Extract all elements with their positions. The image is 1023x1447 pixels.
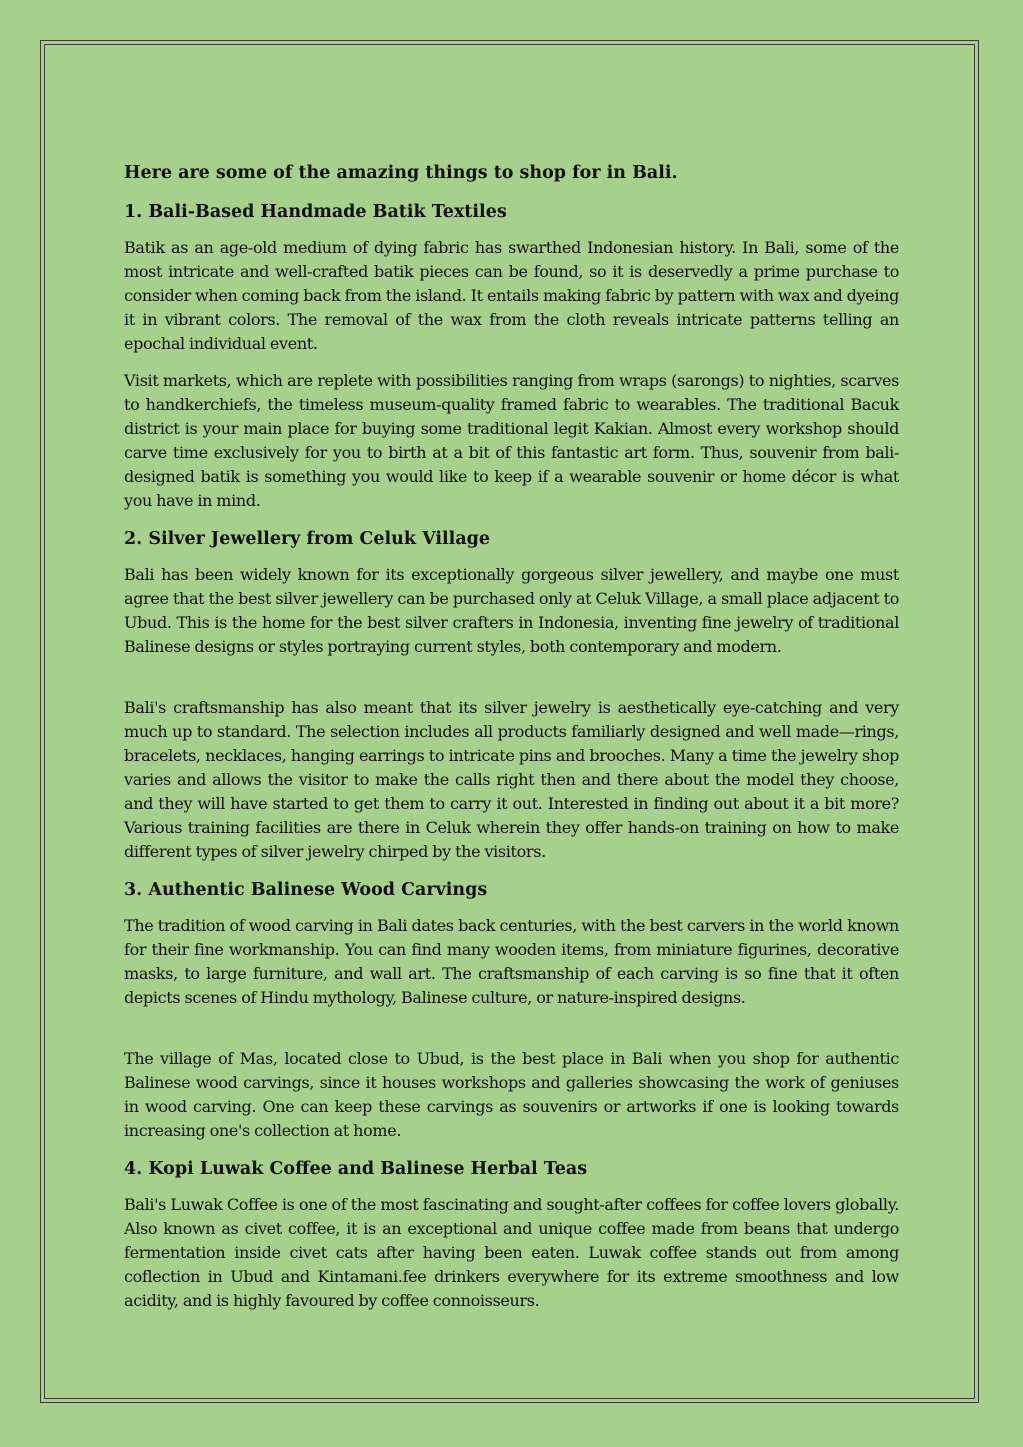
paragraph: Visit markets, which are replete with possibilities ranging from wraps (sarongs) to nighties, scarves to handkerchiefs, the timeless museum-quality framed fabric to wearables. The traditional Bacuk district is your main place for buying some traditional legit Kakian. Almost every workshop should carve time exclusively for you to birth at a bit of this fantastic art form. Thus, souvenir from bali-designed batik is something you would like to keep if a wearable souvenir or home décor is what you have in mind. (124, 371, 899, 510)
section-wood-carvings (124, 877, 899, 1143)
section-coffee-teas (124, 1156, 899, 1313)
article-body (124, 160, 899, 1326)
paragraph: The village of Mas, located close to Ubud, is the best place in Bali when you shop for authentic Balinese wood carvings, since it houses workshops and galleries showcasing the work of geniuses in wood carving. One can keep these carvings as souvenirs or artworks if one is looking towards increasing one's collection at home. (124, 1049, 899, 1140)
section-heading: 2. Silver Jewellery from Celuk Village (124, 529, 491, 549)
paragraph: The tradition of wood carving in Bali dates back centuries, with the best carvers in the world known for their fine workmanship. You can find many wooden items, from miniature figurines, decorative masks, to large furniture, and wall art. The craftsmanship of each carving is so fine that it often depicts scenes of Hindu mythology, Balinese culture, or nature-inspired designs. (124, 916, 899, 1007)
paragraph: Bali has been widely known for its exceptionally gorgeous silver jewellery, and maybe one must agree that the best silver jewellery can be purchased only at Celuk Village, a small place adjacent to Ubud. This is the home for the best silver crafters in Indonesia, inventing fine jewelry of traditional Balinese designs or styles portraying current styles, both contemporary and modern. (124, 565, 899, 656)
section-heading: 1. Bali-Based Handmade Batik Textiles (124, 202, 507, 222)
intro-line: Here are some of the amazing things to shop for in Bali. (124, 163, 678, 183)
section-silver-jewellery (124, 526, 899, 864)
section-batik (124, 199, 899, 513)
paragraph: Bali's Luwak Coffee is one of the most fascinating and sought-after coffees for coffee lovers globally. Also known as civet coffee, it is an exceptional and unique coffee made from beans that undergo fermentation inside civet cats after having been eaten. Luwak coffee stands out from among coflection in Ubud and Kintamani.fee drinkers everywhere for its extreme smoothness and low acidity, and is highly favoured by coffee connoisseurs. (124, 1195, 899, 1310)
paragraph: Bali's craftsmanship has also meant that its silver jewelry is aesthetically eye-catching and very much up to standard. The selection includes all products familiarly designed and well made—rings, bracelets, necklaces, hanging earrings to intricate pins and brooches. Many a time the jewelry shop varies and allows the visitor to make the calls right then and there about the model they choose, and they will have started to get them to carry it out. Interested in finding out about it a bit more? Various training facilities are there in Celuk wherein they offer hands-on training on how to make different types of silver jewelry chirped by the visitors. (124, 698, 899, 861)
section-heading: 3. Authentic Balinese Wood Carvings (124, 880, 488, 900)
section-heading: 4. Kopi Luwak Coffee and Balinese Herbal Teas (124, 1159, 588, 1179)
paragraph: Batik as an age-old medium of dying fabric has swarthed Indonesian history. In Bali, some of the most intricate and well-crafted batik pieces can be found, so it is deservedly a prime purchase to consider when coming back from the island. It entails making fabric by pattern with wax and dyeing it in vibrant colors. The removal of the wax from the cloth reveals intricate patterns telling an epochal individual event. (124, 238, 899, 353)
